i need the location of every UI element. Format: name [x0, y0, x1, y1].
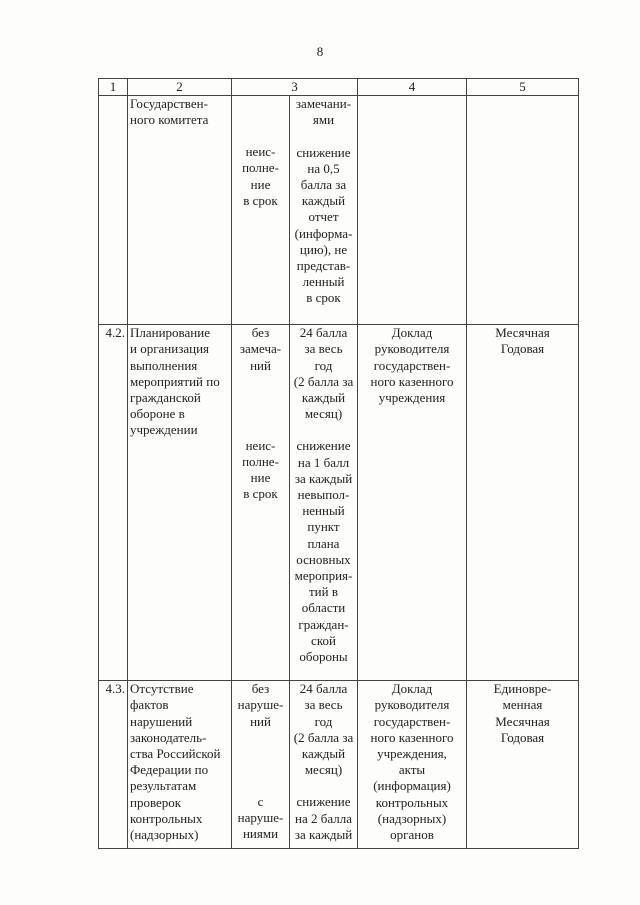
cell-line: законодатель-	[130, 729, 207, 745]
cell-line: каждый	[301, 193, 346, 209]
cell-line: фактов	[130, 697, 169, 713]
cell-line: проверок	[130, 794, 182, 810]
cell-line: без	[251, 681, 270, 697]
table-row	[99, 325, 579, 681]
condition-cell	[232, 96, 290, 325]
cell-line: каждый	[301, 746, 346, 762]
cell-line: в срок	[243, 192, 278, 208]
source-cell	[358, 325, 467, 681]
cell-line: (информа-	[294, 225, 353, 241]
cell-line: контрольных	[130, 810, 203, 826]
table-row	[99, 96, 579, 325]
cell-line: руководителя	[374, 341, 450, 357]
cell-line: полне-	[242, 160, 279, 176]
cell-line: на 1 балл	[297, 454, 350, 470]
header-cell: 5	[467, 79, 579, 96]
cell-line: за каждый	[294, 470, 353, 486]
cell-line: ненный	[302, 503, 345, 519]
header-cell: 3	[232, 79, 358, 96]
cell-line: пункт	[307, 519, 340, 535]
cell-line: представ-	[296, 258, 351, 274]
cell-line: цию), не	[299, 241, 348, 257]
cell-line: Годовая	[500, 729, 545, 745]
source-cell	[358, 96, 467, 325]
cell-line: Единовре-	[493, 681, 552, 697]
cell-line: контрольных	[375, 794, 449, 810]
cell-line: с	[257, 793, 264, 809]
cell-line: за каждый	[294, 826, 353, 842]
cell-line: каждый	[301, 390, 346, 406]
cell-line: Месячная	[495, 325, 550, 341]
cell-line: ства Российской	[130, 746, 221, 762]
cell-line: нарушений	[130, 713, 193, 729]
cell-line: ниями	[242, 826, 279, 842]
cell-line: в срок	[243, 486, 278, 502]
cell-line: государствен-	[373, 357, 451, 373]
cell-line: отчет	[308, 209, 339, 225]
criteria-table	[98, 78, 579, 849]
cell-line: обороны	[299, 649, 348, 665]
cell-line: (2 балла за	[293, 373, 354, 389]
cell-line: неис-	[245, 144, 276, 160]
cell-line: акты	[398, 762, 426, 778]
condition-cell	[232, 325, 290, 681]
cell-line: в срок	[306, 290, 341, 306]
cell-line: Отсутствие	[130, 681, 194, 697]
cell-line: обороне в	[130, 406, 185, 422]
source-cell	[358, 681, 467, 849]
cell-line: учреждения,	[377, 746, 447, 762]
period-cell	[467, 681, 579, 849]
cell-line: государствен-	[373, 713, 451, 729]
cell-line: выполнения	[130, 357, 198, 373]
period-cell	[467, 96, 579, 325]
cell-line: Годовая	[500, 341, 545, 357]
cell-line: 24 балла	[299, 681, 348, 697]
cell-line: Месячная	[495, 713, 550, 729]
cell-line: ние	[250, 176, 271, 192]
cell-line: снижение	[296, 144, 351, 160]
cell-line: ного казенного	[370, 373, 454, 389]
score-cell	[290, 681, 358, 849]
cell-line: на 2 балла	[295, 810, 352, 826]
cell-line: гражданской	[130, 390, 201, 406]
cell-line: снижение	[296, 794, 351, 810]
cell-line: и организация	[130, 341, 210, 357]
period-cell	[467, 325, 579, 681]
cell-line: результатам	[130, 778, 197, 794]
cell-line: тий в	[309, 584, 338, 600]
cell-line: ской	[311, 632, 336, 648]
cell-line: области	[301, 600, 346, 616]
cell-line: Государствен-	[130, 96, 208, 112]
row-number: 4.3.	[99, 681, 128, 849]
cell-line: руководителя	[374, 697, 450, 713]
cell-line: мероприятий по	[130, 373, 220, 389]
condition-cell	[232, 681, 290, 849]
cell-line: мероприя-	[294, 568, 353, 584]
cell-line: основных	[296, 551, 351, 567]
cell-line: Федерации по	[130, 762, 209, 778]
header-cell: 2	[128, 79, 232, 96]
cell-line: без	[251, 325, 270, 341]
cell-line: (2 балла за	[293, 729, 354, 745]
cell-line: (информация)	[373, 778, 451, 794]
cell-line: учреждения	[378, 390, 446, 406]
score-cell	[290, 96, 358, 325]
cell-line: ленный	[302, 274, 345, 290]
header-cell: 1	[99, 79, 128, 96]
cell-line: Планирование	[130, 325, 210, 341]
cell-line: ного казенного	[370, 729, 454, 745]
cell-line: наруше-	[237, 697, 284, 713]
cell-line: ние	[250, 470, 271, 486]
cell-line: плана	[307, 535, 340, 551]
page-number: 8	[316, 44, 324, 59]
cell-line: 24 балла	[299, 325, 348, 341]
cell-line: ний	[250, 713, 271, 729]
cell-line: снижение	[296, 438, 351, 454]
cell-line: замеча-	[239, 341, 282, 357]
cell-line: органов	[390, 827, 434, 843]
indicator-name	[128, 96, 232, 325]
cell-line: за весь	[304, 697, 343, 713]
cell-line: год	[314, 713, 333, 729]
table-row	[99, 681, 579, 849]
header-cell: 4	[358, 79, 467, 96]
cell-line: учреждении	[130, 422, 198, 438]
cell-line: граждан-	[298, 616, 349, 632]
score-cell	[290, 325, 358, 681]
cell-line: замечани-	[295, 96, 352, 112]
cell-line: за весь	[304, 341, 343, 357]
cell-line: (надзорных)	[130, 827, 199, 843]
cell-line: год	[314, 357, 333, 373]
cell-line: ний	[250, 357, 271, 373]
cell-line: на 0,5	[307, 160, 340, 176]
cell-line: наруше-	[237, 810, 284, 826]
row-number: 4.2.	[99, 325, 128, 681]
cell-line: месяц)	[304, 406, 343, 422]
cell-line: балла за	[300, 177, 347, 193]
cell-line: Доклад	[391, 681, 433, 697]
indicator-name	[128, 325, 232, 681]
cell-line: (надзорных)	[377, 810, 447, 826]
row-number	[99, 96, 128, 325]
cell-line: полне-	[242, 454, 279, 470]
table-header-row	[99, 79, 579, 96]
cell-line: ями	[312, 112, 335, 128]
cell-line: невыпол-	[297, 487, 350, 503]
indicator-name	[128, 681, 232, 849]
cell-line: неис-	[245, 437, 276, 453]
cell-line: ного комитета	[130, 112, 209, 128]
cell-line: менная	[502, 697, 543, 713]
cell-line: Доклад	[391, 325, 433, 341]
cell-line: месяц)	[304, 762, 343, 778]
